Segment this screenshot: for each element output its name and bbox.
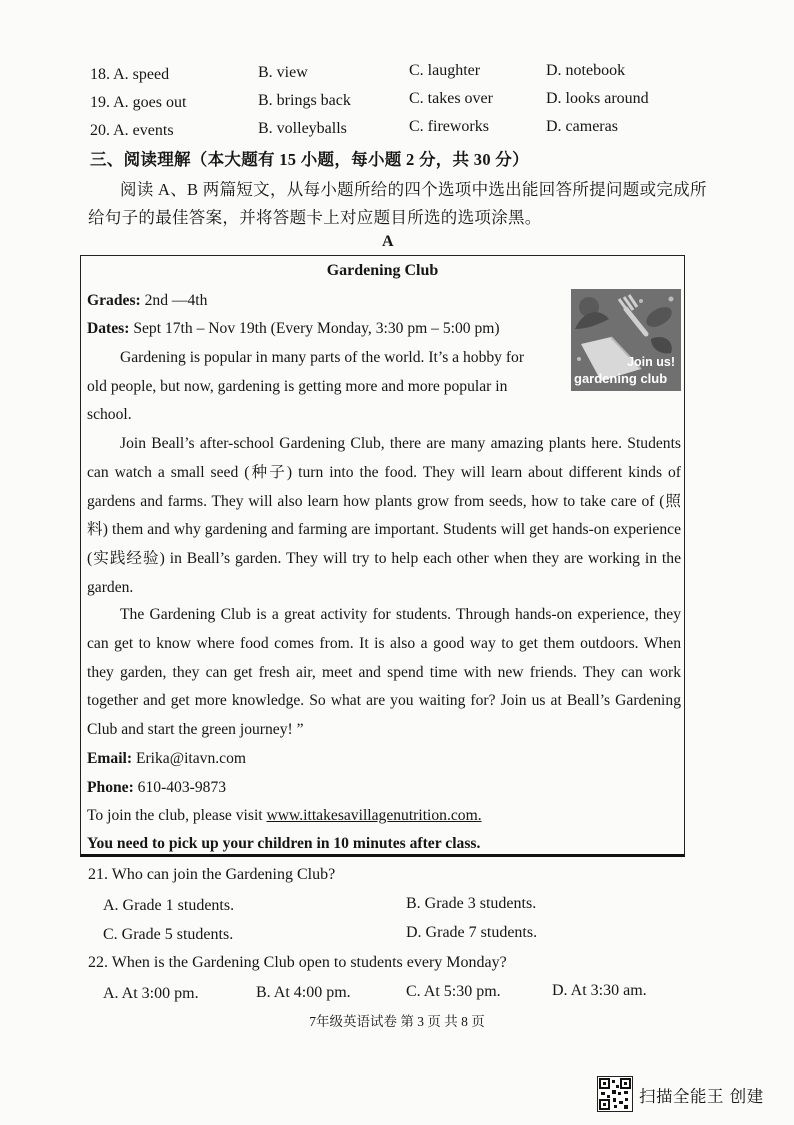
q18-option-a: 18. A. speed <box>90 66 170 83</box>
section-heading: 三、阅读理解（本大题有 15 小题，每小题 2 分，共 30 分） <box>90 150 529 169</box>
grades-label: Grades: <box>87 292 141 309</box>
q22-option-a: A. At 3:00 pm. <box>103 985 199 1002</box>
grades-line <box>87 292 207 310</box>
q19-option-c: C. takes over <box>409 90 493 107</box>
image-club-text: gardening club <box>574 371 668 386</box>
q20-option-d: D. cameras <box>546 118 618 135</box>
q20-option-c: C. fireworks <box>409 118 489 135</box>
q19-option-a: 19. A. goes out <box>90 94 187 111</box>
join-line <box>87 807 482 825</box>
q20-option-a: 20. A. events <box>90 122 174 139</box>
q22-option-d: D. At 3:30 am. <box>552 982 647 999</box>
dates-value: Sept 17th – Nov 19th (Every Monday, 3:30 pm – 5:00 pm) <box>129 320 500 337</box>
gardening-club-image <box>571 289 681 391</box>
section-instruction-line-1: 阅读 A、B 两篇短文，从每小题所给的四个选项中选出能回答所提问题或完成所 <box>120 180 707 199</box>
q22-option-c: C. At 5:30 pm. <box>406 983 501 1000</box>
join-text: To join the club, please visit <box>87 807 267 824</box>
q18-option-d: D. notebook <box>546 62 626 79</box>
qr-code-icon <box>597 1076 633 1112</box>
q22-stem: 22. When is the Gardening Club open to students every Monday? <box>88 954 507 971</box>
paragraph-1-line-1: Gardening is popular in many parts of the world. It’s a hobby for <box>120 349 525 366</box>
pickup-notice: You need to pick up your children in 10 minutes after class. <box>87 835 481 852</box>
q21-option-b: B. Grade 3 students. <box>406 895 537 912</box>
q21-option-a: A. Grade 1 students. <box>103 897 235 914</box>
club-website-link[interactable]: www.ittakesavillagenutrition.com. <box>266 807 482 824</box>
page-footer: 7年级英语试卷 第 3 页 共 8 页 <box>309 1014 485 1029</box>
image-join-text: Join us! <box>627 355 675 369</box>
email-label: Email: <box>87 750 133 767</box>
q18-option-c: C. laughter <box>409 62 481 79</box>
section-instruction-line-2: 给句子的最佳答案，并将答题卡上对应题目所选的选项涂黑。 <box>88 208 542 227</box>
phone-label: Phone: <box>87 779 134 796</box>
paragraph-2: Join Beall’s after-school Gardening Club, there are many amazing plants here. Students can watch a small seed (种子) turn into the food. They will learn about different kinds of gardens and farms. They will also learn how plants grow from seeds, how to take care of (照料) them and why gardening and farming are important. Students will get hands-on experience (实践经验) in Beall’s garden. They will try to help each other when they are working in the garden. <box>87 435 681 596</box>
passage-title: Gardening Club <box>326 262 439 279</box>
paragraph-3: The Gardening Club is a great activity for students. Through hands-on experience, they can get to know where food comes from. It is also a good way to get them outdoors. When they garden, they can get fresh air, meet and spend time with new friends. They can work together and get more knowledge. So what are you waiting for? Join us at Beall’s Gardening Club and start the green journey! ” <box>87 606 681 739</box>
email-line <box>87 750 246 768</box>
q22-option-b: B. At 4:00 pm. <box>256 984 351 1001</box>
q21-stem: 21. Who can join the Gardening Club? <box>88 866 336 883</box>
dates-label: Dates: <box>87 320 130 337</box>
scanner-watermark-text: 扫描全能王 创建 <box>639 1087 764 1106</box>
q20-option-b: B. volleyballs <box>258 120 347 137</box>
paragraph-1-line-3: school. <box>87 406 132 423</box>
grades-value: 2nd —4th <box>140 292 208 309</box>
passage-label: A <box>382 233 394 250</box>
paragraph-1-line-2: old people, but now, gardening is getting more and more popular in <box>87 378 508 395</box>
dates-line <box>87 320 500 338</box>
q19-option-b: B. brings back <box>258 92 351 109</box>
q18-option-b: B. view <box>258 64 308 81</box>
email-value: Erika@itavn.com <box>132 750 247 767</box>
q21-option-d: D. Grade 7 students. <box>406 924 538 941</box>
phone-value: 610-403-9873 <box>133 779 227 796</box>
q21-option-c: C. Grade 5 students. <box>103 926 234 943</box>
phone-line <box>87 779 226 797</box>
q19-option-d: D. looks around <box>546 90 649 107</box>
